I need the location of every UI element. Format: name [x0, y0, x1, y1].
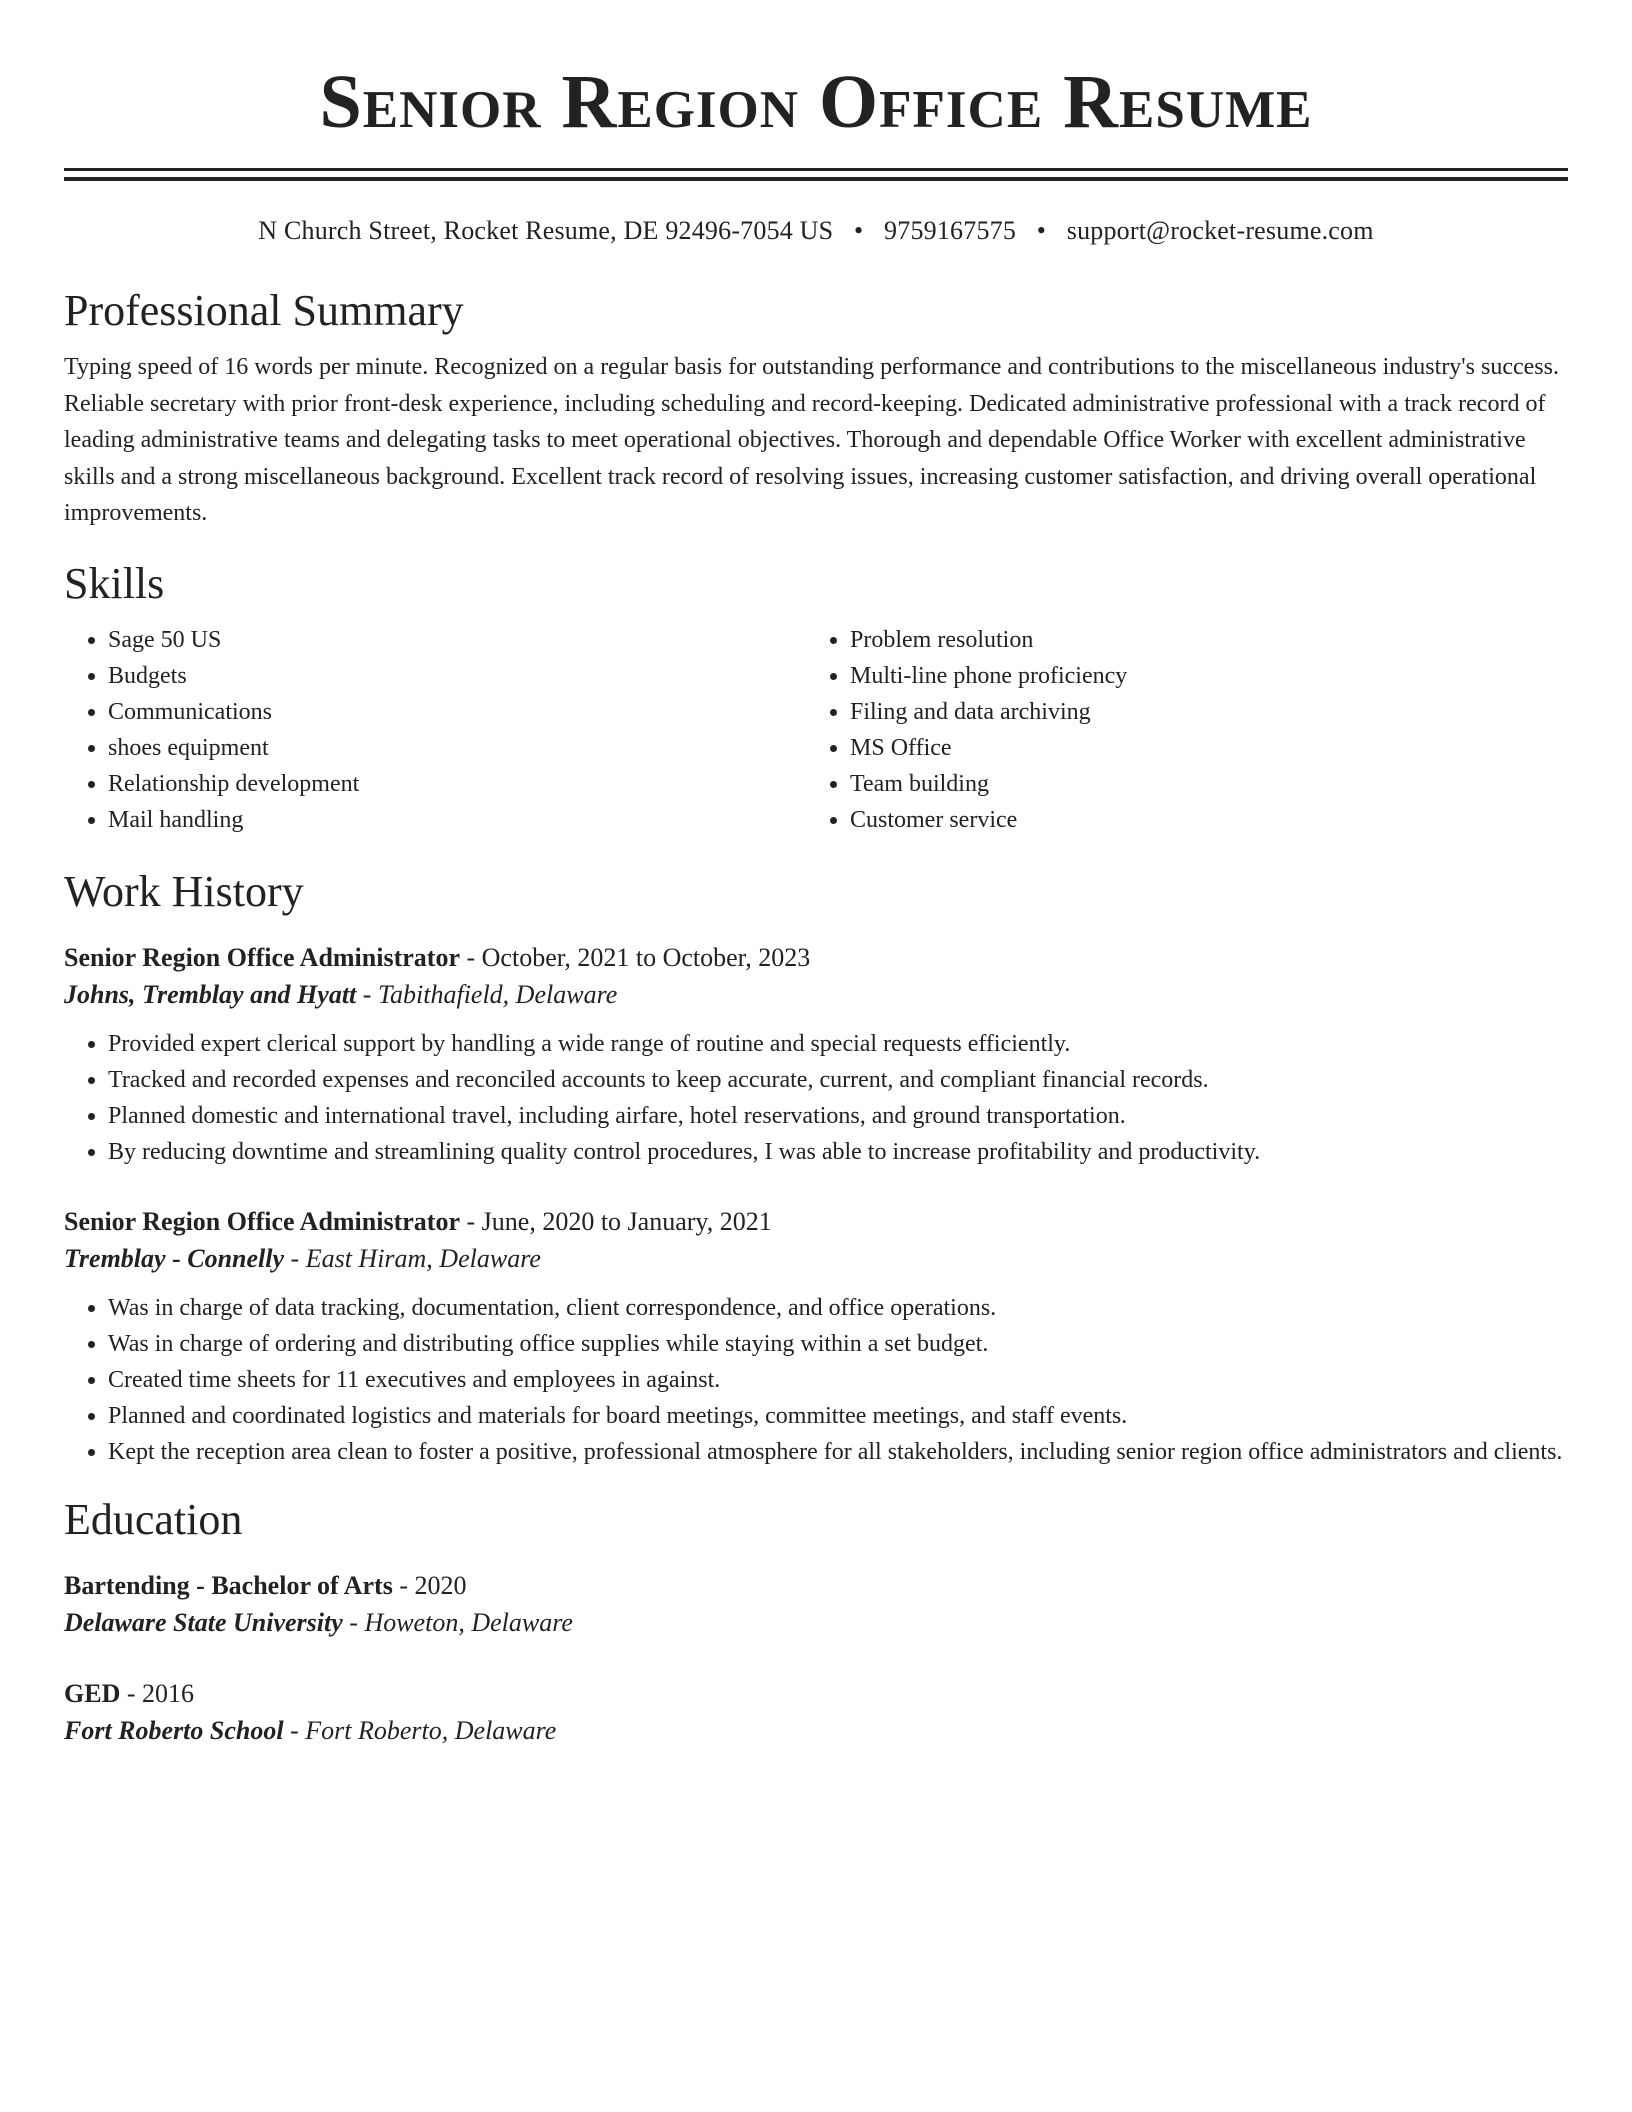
- bullet-separator: •: [854, 216, 864, 245]
- dash: -: [399, 1570, 409, 1600]
- title-divider-thick: [64, 177, 1568, 181]
- resume-title: Senior Region Office Resume: [319, 60, 1313, 144]
- skills-column-right: [806, 622, 1548, 838]
- dash: -: [362, 979, 372, 1009]
- job-entry: [64, 940, 1568, 1170]
- dash: -: [466, 1206, 476, 1236]
- school: Delaware State University: [64, 1607, 343, 1637]
- dash: -: [466, 942, 476, 972]
- dash: -: [349, 1607, 358, 1637]
- skills-list: [64, 622, 1568, 838]
- skill-item: • Relationship development: [108, 766, 806, 802]
- skill-item: • Problem resolution: [850, 622, 1548, 658]
- contact-phone: 9759167575: [884, 216, 1017, 245]
- job-title: Senior Region Office Administrator: [64, 1206, 460, 1236]
- title-divider-thin: [64, 168, 1568, 171]
- job-bullet: • Was in charge of data tracking, documentation, client correspondence, and office operations.: [108, 1290, 1568, 1326]
- job-bullet: • By reducing downtime and streamlining quality control procedures, I was able to increase profitability and productivity.: [108, 1134, 1568, 1170]
- job-entry: [64, 1204, 1568, 1470]
- job-bullet: • Tracked and recorded expenses and reconciled accounts to keep accurate, current, and compliant financial records.: [108, 1062, 1568, 1098]
- summary-heading: Professional Summary: [64, 286, 464, 335]
- dash: -: [290, 1243, 300, 1273]
- skills-column-left: [64, 622, 806, 838]
- degree-line: [64, 1676, 1568, 1712]
- skill-item: • Mail handling: [108, 802, 806, 838]
- skills-heading: Skills: [64, 558, 165, 608]
- school: Fort Roberto School: [64, 1715, 284, 1745]
- contact-email: support@rocket-resume.com: [1066, 216, 1374, 245]
- skill-item: • Customer service: [850, 802, 1548, 838]
- job-company-line: [64, 976, 1568, 1014]
- skill-item: • Filing and data archiving: [850, 694, 1548, 730]
- dash: -: [290, 1715, 299, 1745]
- job-bullet: • Planned and coordinated logistics and materials for board meetings, committee meetings, and staff events.: [108, 1398, 1568, 1434]
- job-bullet: • Planned domestic and international travel, including airfare, hotel reservations, and ground transportation.: [108, 1098, 1568, 1134]
- school-line: [64, 1604, 1568, 1642]
- job-company-line: [64, 1240, 1568, 1278]
- degree: Bartending - Bachelor of Arts: [64, 1570, 393, 1600]
- contact-line: [64, 215, 1568, 247]
- job-bullet: • Provided expert clerical support by handling a wide range of routine and special requests efficiently.: [108, 1026, 1568, 1062]
- job-company: Johns, Tremblay and Hyatt: [64, 979, 357, 1009]
- job-bullets: [64, 1290, 1568, 1470]
- job-location: Tabithafield, Delaware: [377, 979, 618, 1009]
- job-bullet: • Created time sheets for 11 executives and employees in against.: [108, 1362, 1568, 1398]
- education-entry: [64, 1676, 1568, 1750]
- job-dates: June, 2020 to January, 2021: [481, 1206, 772, 1236]
- summary-text: Typing speed of 16 words per minute. Recognized on a regular basis for outstanding performance and contributions to the miscellaneous industry's success. Reliable secretary with prior front-desk experience, including scheduling and record-keeping. Dedicated administrative professional with a track record of leading administrative teams and delegating tasks to meet operational objectives. Thorough and dependable Office Worker with excellent administrative skills and a strong miscellaneous background. Excellent track record of resolving issues, increasing customer satisfaction, and driving overall operational improvements.: [64, 354, 1559, 526]
- school-line: [64, 1712, 1568, 1750]
- degree-year: 2016: [142, 1678, 195, 1708]
- education-heading: Education: [64, 1494, 243, 1544]
- contact-address: N Church Street, Rocket Resume, DE 92496-7054 US: [258, 216, 834, 245]
- degree-line: [64, 1568, 1568, 1604]
- job-dates: October, 2021 to October, 2023: [481, 942, 811, 972]
- skill-item: • shoes equipment: [108, 730, 806, 766]
- job-company: Tremblay - Connelly: [64, 1243, 285, 1273]
- job-title-line: [64, 1204, 1568, 1240]
- job-bullet: • Was in charge of ordering and distributing office supplies while staying within a set budget.: [108, 1326, 1568, 1362]
- job-title: Senior Region Office Administrator: [64, 942, 460, 972]
- education-entry: [64, 1568, 1568, 1642]
- bullet-separator: •: [1036, 216, 1047, 245]
- job-location: East Hiram, Delaware: [305, 1243, 541, 1273]
- school-location: Fort Roberto, Delaware: [305, 1715, 557, 1745]
- skill-item: • Communications: [108, 694, 806, 730]
- degree: GED: [64, 1678, 121, 1708]
- skill-item: • Sage 50 US: [108, 622, 806, 658]
- job-bullet: • Kept the reception area clean to foster a positive, professional atmosphere for all stakeholders, including senior region office administrators and clients.: [108, 1434, 1568, 1470]
- skill-item: • Budgets: [108, 658, 806, 694]
- job-bullets: [64, 1026, 1568, 1170]
- work-history-heading: Work History: [64, 866, 304, 916]
- school-location: Howeton, Delaware: [364, 1607, 573, 1637]
- job-title-line: [64, 940, 1568, 976]
- skill-item: • MS Office: [850, 730, 1548, 766]
- skill-item: • Team building: [850, 766, 1548, 802]
- dash: -: [126, 1678, 136, 1708]
- skill-item: • Multi-line phone proficiency: [850, 658, 1548, 694]
- degree-year: 2020: [414, 1570, 467, 1600]
